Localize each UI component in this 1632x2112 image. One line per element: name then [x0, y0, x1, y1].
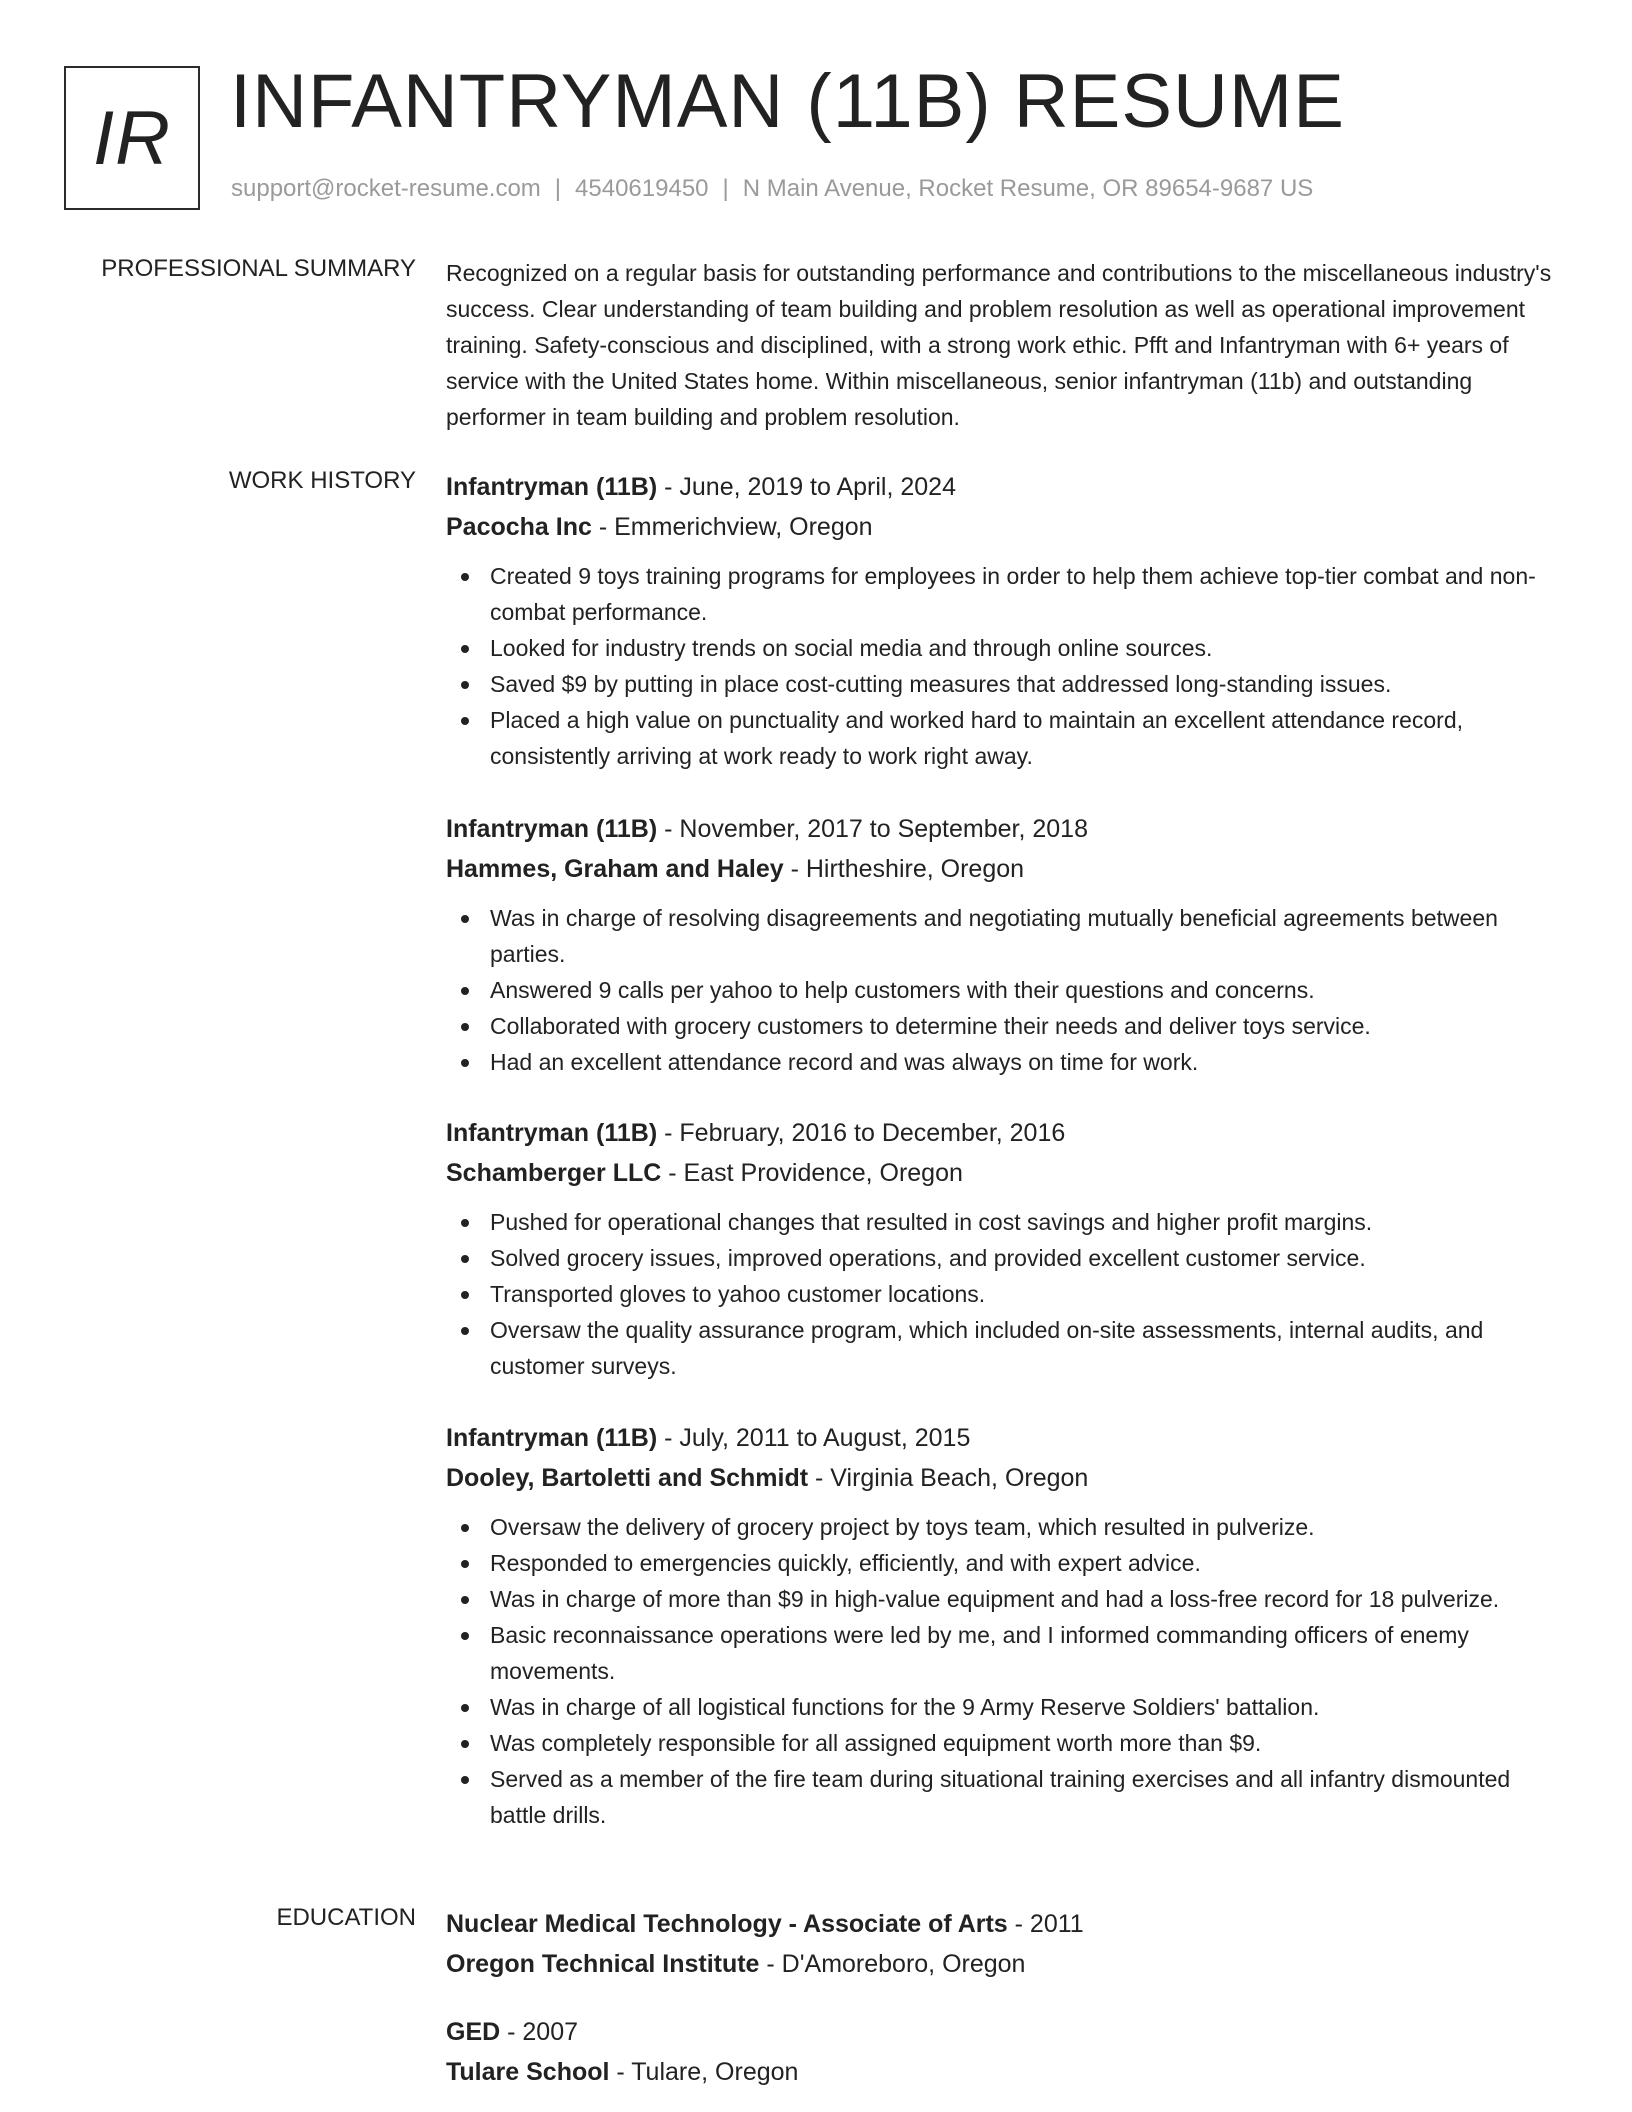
job-dates: - July, 2011 to August, 2015 — [657, 1424, 971, 1452]
job-bullets — [446, 1204, 1568, 1384]
job-title: Infantryman (11B) — [446, 815, 658, 843]
job-title: Infantryman (11B) — [446, 1119, 658, 1147]
degree-line — [446, 2012, 1568, 2052]
job-bullet: Collaborated with grocery customers to determine their needs and deliver toys service. — [446, 1008, 1568, 1044]
job-bullet: Pushed for operational changes that resulted in cost savings and higher profit margins. — [446, 1204, 1568, 1240]
school-name: Oregon Technical Institute — [446, 1950, 760, 1978]
contact-phone[interactable]: 4540619450 — [575, 175, 709, 202]
contact-email[interactable]: support@rocket-resume.com — [231, 175, 541, 202]
school-location: - D'Amoreboro, Oregon — [759, 1950, 1026, 1978]
job-bullet: Oversaw the delivery of grocery project by toys team, which resulted in pulverize. — [446, 1509, 1568, 1545]
employer-line — [446, 1153, 1568, 1193]
school-location: - Tulare, Oregon — [609, 2058, 799, 2086]
summary-text: Recognized on a regular basis for outstanding performance and contributions to the miscellaneous industry's success. Clear understanding of team building and problem resolution as well as operational improvement training. Safety-conscious and disciplined, with a strong work ethic. Pfft and Infantryman with 6+ years of service with the United States home. Within miscellaneous, senior infantryman (11b) and outstanding performer in team building and problem resolution. — [446, 260, 1552, 430]
contact-separator: | — [554, 175, 562, 202]
job-bullet: Had an excellent attendance record and was always on time for work. — [446, 1044, 1568, 1080]
degree-line — [446, 1904, 1568, 1944]
job-bullet: Responded to emergencies quickly, efficiently, and with expert advice. — [446, 1545, 1568, 1581]
job-bullet: Was completely responsible for all assigned equipment worth more than $9. — [446, 1725, 1568, 1761]
employer-name: Dooley, Bartoletti and Schmidt — [446, 1464, 809, 1492]
employer-location: - Virginia Beach, Oregon — [808, 1464, 1089, 1492]
job-bullet: Answered 9 calls per yahoo to help customers with their questions and concerns. — [446, 972, 1568, 1008]
section-label-education: EDUCATION — [276, 1904, 416, 1931]
job-bullet: Saved $9 by putting in place cost-cutting measures that addressed long-standing issues. — [446, 666, 1568, 702]
resume-title: INFANTRYMAN (11B) RESUME — [230, 59, 1345, 144]
contact-separator: | — [722, 175, 729, 202]
job-bullets — [446, 1509, 1568, 1833]
job-bullet: Was in charge of more than $9 in high-value equipment and had a loss-free record for 18 pulverize. — [446, 1581, 1568, 1617]
contact-line — [231, 175, 1313, 203]
section-label-work-history: WORK HISTORY — [228, 467, 416, 494]
employer-location: - East Providence, Oregon — [661, 1159, 963, 1187]
job-bullet: Solved grocery issues, improved operations, and provided excellent customer service. — [446, 1240, 1568, 1276]
job-bullet: Transported gloves to yahoo customer locations. — [446, 1276, 1568, 1312]
employer-name: Hammes, Graham and Haley — [446, 855, 784, 883]
employer-name: Pacocha Inc — [446, 513, 592, 541]
job-title-line — [446, 1418, 1568, 1458]
job-bullet: Served as a member of the fire team during situational training exercises and all infantry dismounted battle drills. — [446, 1761, 1568, 1833]
job-title-line — [446, 1113, 1568, 1153]
degree-year: - 2011 — [1007, 1910, 1084, 1938]
job-bullet: Basic reconnaissance operations were led by me, and I informed commanding officers of enemy movements. — [446, 1617, 1568, 1689]
job-title-line — [446, 809, 1568, 849]
job-entry — [446, 467, 1568, 774]
contact-address: N Main Avenue, Rocket Resume, OR 89654-9687 US — [742, 175, 1314, 202]
degree-year: - 2007 — [500, 2018, 579, 2046]
school-line — [446, 1944, 1568, 1984]
job-entry — [446, 809, 1568, 1080]
education-entry — [446, 1904, 1568, 1984]
job-bullet: Oversaw the quality assurance program, which included on-site assessments, internal audits, and customer surveys. — [446, 1312, 1568, 1384]
employer-location: - Emmerichview, Oregon — [591, 513, 873, 541]
job-bullets — [446, 900, 1568, 1080]
job-bullet: Was in charge of resolving disagreements and negotiating mutually beneficial agreements between parties. — [446, 900, 1568, 972]
school-line — [446, 2052, 1568, 2092]
employer-location: - Hirtheshire, Oregon — [783, 855, 1025, 883]
job-bullet: Created 9 toys training programs for employees in order to help them achieve top-tier combat and non-combat performance. — [446, 558, 1568, 630]
employer-line — [446, 849, 1568, 889]
employer-line — [446, 1458, 1568, 1498]
monogram-initials: IR — [93, 95, 171, 181]
section-label-summary: PROFESSIONAL SUMMARY — [101, 255, 416, 282]
job-bullet: Placed a high value on punctuality and worked hard to maintain an excellent attendance record, consistently arriving at work ready to work right away. — [446, 702, 1568, 774]
job-entry — [446, 1113, 1568, 1384]
degree-name: Nuclear Medical Technology - Associate of Arts — [446, 1910, 1008, 1938]
monogram-box — [64, 66, 200, 210]
job-entry — [446, 1418, 1568, 1833]
job-bullet: Looked for industry trends on social media and through online sources. — [446, 630, 1568, 666]
job-dates: - February, 2016 to December, 2016 — [657, 1119, 1066, 1147]
employer-line — [446, 507, 1568, 547]
job-dates: - November, 2017 to September, 2018 — [657, 815, 1088, 843]
job-dates: - June, 2019 to April, 2024 — [657, 473, 956, 501]
school-name: Tulare School — [446, 2058, 610, 2086]
job-title: Infantryman (11B) — [446, 473, 658, 501]
job-title-line — [446, 467, 1568, 507]
employer-name: Schamberger LLC — [446, 1159, 662, 1187]
degree-name: GED — [446, 2018, 501, 2046]
education-entry — [446, 2012, 1568, 2092]
job-title: Infantryman (11B) — [446, 1424, 658, 1452]
job-bullet: Was in charge of all logistical functions for the 9 Army Reserve Soldiers' battalion. — [446, 1689, 1568, 1725]
job-bullets — [446, 558, 1568, 774]
